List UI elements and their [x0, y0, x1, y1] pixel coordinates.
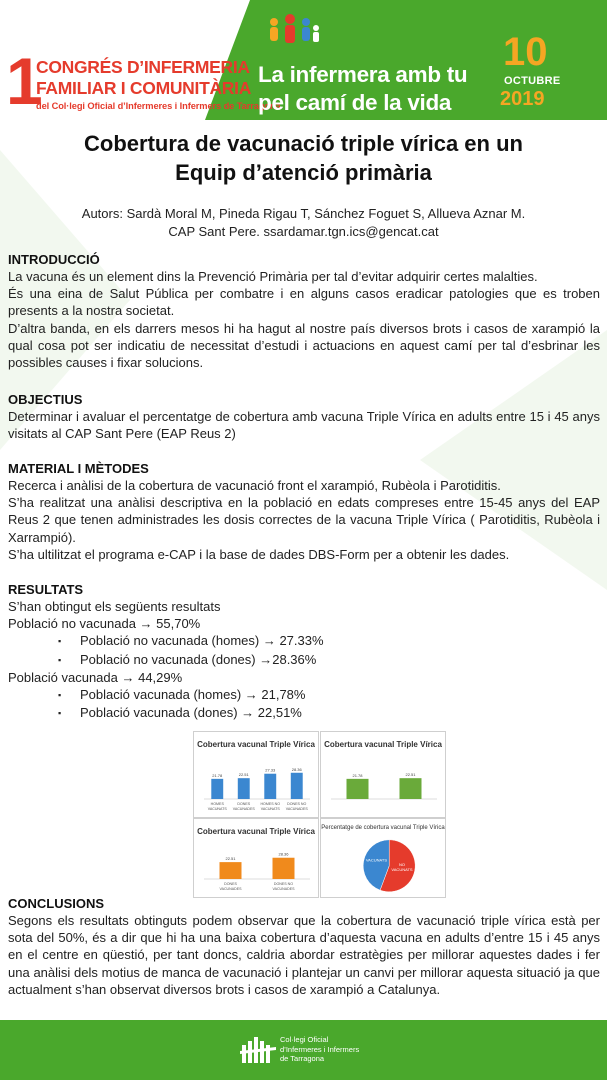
footer-text — [280, 1035, 359, 1064]
college-logo-icon — [240, 1033, 276, 1067]
title-line2: Equip d’atenció primària — [175, 160, 432, 185]
bar-category-label: VACUNADES — [285, 807, 308, 811]
affiliation: CAP Sant Pere. ssardamar.tgn.ics@gencat.cat — [168, 224, 439, 239]
bar-data-label: 28.36 — [291, 766, 302, 772]
bar-data-label: 22.51 — [238, 772, 249, 778]
resultats-bullet-1: ▪ Població no vacunada (homes) → 27.33% — [58, 632, 600, 650]
conclusions-heading: CONCLUSIONS — [8, 896, 105, 911]
bar — [273, 858, 295, 879]
introduccio-p1: La vacuna és un element dins la Prevenció Primària per tal d’evitar adquirir certes malalties. — [8, 269, 538, 284]
bar — [220, 862, 242, 879]
bar — [211, 779, 223, 799]
slogan — [258, 61, 498, 117]
family-logo-icon — [262, 12, 322, 52]
congres-line3: del Col·legi Oficial d’Infermeres i Infermers de Tarragona — [36, 101, 281, 111]
bar-category-label: DONES — [224, 882, 237, 886]
section-conclusions — [8, 895, 600, 998]
pie-slice-label: VACUNATS — [391, 867, 413, 873]
material-heading: MATERIAL I MÈTODES — [8, 461, 149, 476]
date-year: 2019 — [500, 88, 545, 110]
objectius-p1: Determinar i avaluar el percentatge de cobertura amb vacuna Triple Vírica en adults entre 15 i 45 anys visitats al CAP Sant Pere (EAP Reus 2) — [8, 409, 600, 442]
date-month: OCTUBRE — [504, 75, 561, 87]
bar-category-label: VACUNADES — [219, 887, 242, 891]
header-banner — [0, 0, 607, 120]
poster-title — [0, 129, 607, 187]
material-p1: Recerca i anàlisi de la cobertura de vacunació front el xarampió, Rubèola i Parotiditis. — [8, 478, 501, 493]
objectius-heading: OBJECTIUS — [8, 392, 83, 407]
bar-data-label: 22.51 — [225, 856, 236, 862]
bar-category-label: VACUNADES — [272, 887, 295, 891]
bar — [238, 778, 250, 799]
pie-slice-label: VACUNATS — [365, 857, 388, 863]
congres-number: 1 — [6, 44, 41, 118]
congres-line1: CONGRÉS D’INFERMERIA — [36, 57, 250, 77]
bar-chart-svg — [321, 732, 445, 817]
bar-category-label: DONES NO — [273, 882, 294, 886]
pie-chart-svg — [321, 819, 445, 897]
footer-line3: de Tarragona — [280, 1054, 325, 1063]
authors: Autors: Sardà Moral M, Pineda Rigau T, Sánchez Foguet S, Allueva Aznar M. — [81, 206, 526, 221]
section-objectius — [8, 391, 600, 442]
footer-line2: d’Infermeres i Infermers — [280, 1044, 360, 1054]
bar-category-label: VACUNATS — [260, 807, 280, 811]
section-material — [8, 460, 600, 563]
bar — [291, 773, 303, 799]
material-p3: S’ha ultilitzat el programa e-CAP i la base de dades DBS-Form per a obtenir les dades. — [8, 546, 510, 562]
bar — [400, 778, 422, 799]
bar-category-label: VACUNATS — [207, 807, 227, 811]
resultats-heading: RESULTATS — [8, 582, 84, 597]
bar-data-label: 21.78 — [352, 772, 363, 778]
bar-category-label: HOMES NO — [260, 802, 281, 806]
chart-cobertura-1 — [193, 731, 319, 818]
resultats-bullet-3: ▪ Població vacunada (homes) → 21,78% — [58, 686, 600, 704]
bar — [264, 774, 276, 799]
bar-category-label: DONES NO — [287, 802, 307, 806]
material-p2: S’ha realitzat una anàlisi descriptiva en la població en edats compreses entre 15-45 anys del EAP Reus 2 que tenen administrades les dosis correctes de la vacuna Triple Vírica ( Parotiditis, Rubèola i Xarrampió). — [8, 495, 600, 545]
bar-category-label: HOMES — [210, 802, 224, 806]
introduccio-p2: És una eina de Salut Pública per combatre i en alguns casos eradicar patologies que es troben presents a la nostra societat. — [8, 286, 600, 319]
bar-chart-svg — [194, 732, 318, 817]
bar-data-label: 21.78 — [212, 772, 223, 778]
title-line1: Cobertura de vacunació triple vírica en un — [84, 131, 523, 156]
resultats-vacunada: Població vacunada → 44,29% — [8, 669, 183, 685]
resultats-intro: S’han obtingut els següents resultats — [8, 599, 221, 614]
introduccio-p3: D’altra banda, en els darrers mesos hi ha hagut al nostre país diversos brots i casos de xarampió la qual cosa pot ser indicatiu de necessitat d’estudi i actuacions en aquest camí per tal d’esbrinar les possibles causes i fixar solucions. — [8, 320, 600, 371]
bar-category-label: VACUNADES — [232, 807, 255, 811]
introduccio-heading: INTRODUCCIÓ — [8, 252, 100, 267]
chart-title: Cobertura vacunal Triple Vírica — [197, 740, 315, 749]
pie-slice-label: NO — [398, 862, 405, 868]
slogan-line2: pel camí de la vida — [258, 90, 452, 115]
chart-percentatge-pie — [320, 818, 446, 898]
chart-title: Cobertura vacunal Triple Vírica — [324, 740, 442, 749]
bar-data-label: 28.36 — [278, 851, 289, 857]
congres-line2: FAMILIAR I COMUNITÀRIA — [36, 78, 252, 98]
slogan-line1: La infermera amb tu — [258, 62, 468, 87]
bar-category-label: DONES — [237, 802, 251, 806]
chart-title: Cobertura vacunal Triple Vírica — [197, 827, 315, 836]
section-introduccio — [8, 251, 600, 371]
authors-block — [0, 205, 607, 241]
bar-data-label: 27.33 — [265, 767, 276, 773]
section-resultats — [8, 581, 600, 722]
date-day: 10 — [503, 30, 548, 74]
footer-line1: Col·legi Oficial — [280, 1035, 329, 1044]
resultats-no-vacunada: Població no vacunada → 55,70% — [8, 616, 201, 632]
resultats-bullet-4: ▪ Població vacunada (dones) → 22,51% — [58, 704, 600, 722]
resultats-bullet-2: ▪ Població no vacunada (dones) →28.36% — [58, 651, 600, 669]
chart-cobertura-3 — [193, 818, 319, 898]
chart-cobertura-2 — [320, 731, 446, 818]
bar — [347, 779, 369, 799]
conclusions-p1: Segons els resultats obtinguts podem observar que la cobertura de vacunació triple vírica està per sota del 50%, és a dir que hi ha una baixa cobertura d’aquesta vacuna en adults d’entre 15 i 45 anys en el centre en qüestió, per tant doncs, caldria abordar estratègies per millorar aquestes dades i fer una anàlisi dels motius de manca de vacunació i plantejar un canvi per millorar aquesta situació ja que actualment s’han observat diversos brots i casos de xarampió a Catalunya. — [8, 913, 600, 997]
bar-chart-svg — [194, 819, 318, 897]
chart-title: Percentatge de cobertura vacunal Triple Vírica — [321, 825, 445, 831]
bar-data-label: 22.51 — [405, 772, 416, 778]
